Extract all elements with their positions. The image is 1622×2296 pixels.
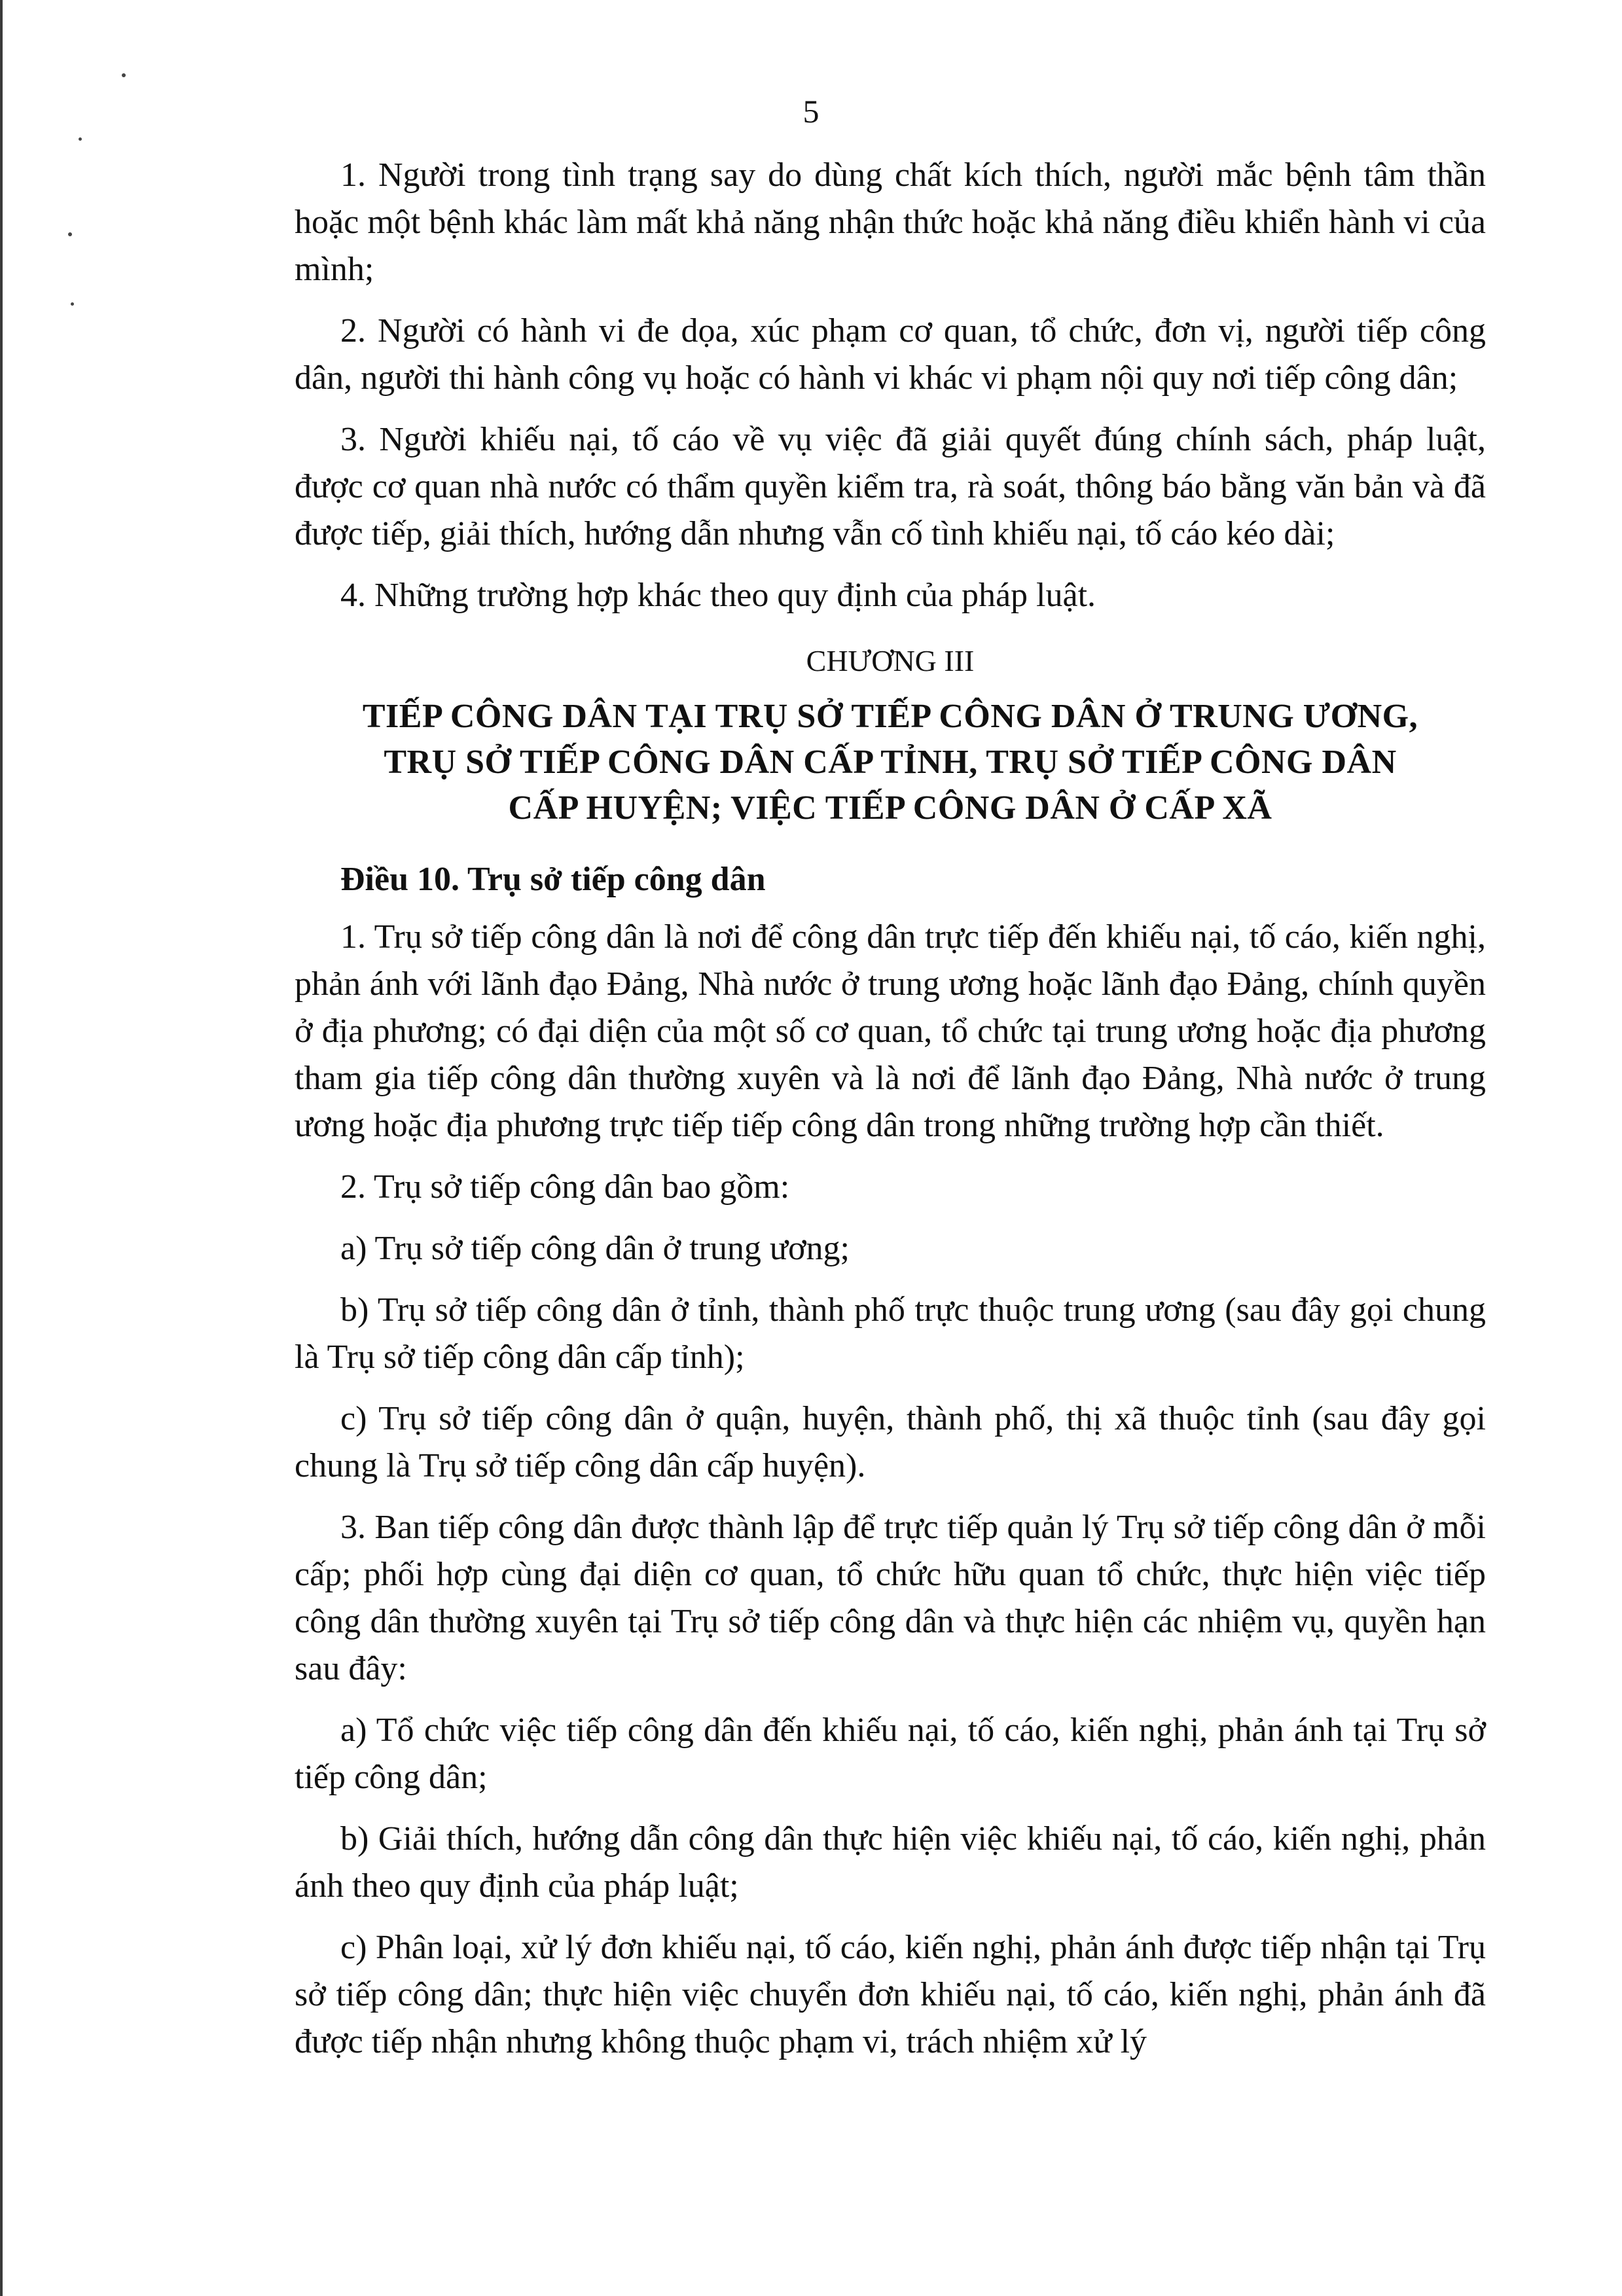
chapter-title-line: TIẾP CÔNG DÂN TẠI TRỤ SỞ TIẾP CÔNG DÂN Ở TRUNG ƯƠNG, [362,698,1418,735]
paragraph: 4. Những trường hợp khác theo quy định của pháp luật. [340,577,1096,614]
article-title: Điều 10. Trụ sở tiếp công dân [340,861,766,898]
scan-speck [79,137,82,141]
chapter-title-line: TRỤ SỞ TIẾP CÔNG DÂN CẤP TỈNH, TRỤ SỞ TIẾP CÔNG DÂN [384,744,1397,781]
paragraph: 2. Người có hành vi đe dọa, xúc phạm cơ quan, tổ chức, đơn vị, người tiếp công dân, người thi hành công vụ hoặc có hành vi khác vi phạm nội quy nơi tiếp công dân; [295,312,1486,397]
paragraph: 1. Người trong tình trạng say do dùng chất kích thích, người mắc bệnh tâm thần hoặc một bệnh khác làm mất khả năng nhận thức hoặc khả năng điều khiển hành vi của mình; [295,156,1486,288]
chapter-title [295,694,1486,831]
document-body [295,152,1486,2080]
paragraph: 3. Người khiếu nại, tố cáo về vụ việc đã giải quyết đúng chính sách, pháp luật, được cơ quan nhà nước có thẩm quyền kiểm tra, rà soát, thông báo bằng văn bản và đã được tiếp, giải thích, hướng dẫn nhưng vẫn cố tình khiếu nại, tố cáo kéo dài; [295,421,1486,552]
paragraph: c) Trụ sở tiếp công dân ở quận, huyện, thành phố, thị xã thuộc tỉnh (sau đây gọi chung là Trụ sở tiếp công dân cấp huyện). [295,1400,1486,1484]
scan-left-edge [0,0,3,2296]
paragraph: a) Trụ sở tiếp công dân ở trung ương; [340,1230,850,1267]
paragraph: c) Phân loại, xử lý đơn khiếu nại, tố cáo, kiến nghị, phản ánh được tiếp nhận tại Trụ sở tiếp công dân; thực hiện việc chuyển đơn khiếu nại, tố cáo, kiến nghị, phản ánh đã được tiếp nhận nhưng không thuộc phạm vi, trách nhiệm xử lý [295,1929,1486,2060]
scan-speck [122,73,126,77]
paragraph: b) Trụ sở tiếp công dân ở tỉnh, thành phố trực thuộc trung ương (sau đây gọi chung là Trụ sở tiếp công dân cấp tỉnh); [295,1291,1486,1376]
paragraph: b) Giải thích, hướng dẫn công dân thực hiện việc khiếu nại, tố cáo, kiến nghị, phản ánh theo quy định của pháp luật; [295,1820,1486,1905]
scan-speck [71,302,74,306]
chapter-title-line: CẤP HUYỆN; VIỆC TIẾP CÔNG DÂN Ở CẤP XÃ [508,789,1272,827]
chapter-label: CHƯƠNG III [806,644,975,677]
paragraph: 3. Ban tiếp công dân được thành lập để trực tiếp quản lý Trụ sở tiếp công dân ở mỗi cấp; phối hợp cùng đại diện cơ quan, tổ chức hữu quan tổ chức, thực hiện việc tiếp công dân thường xuyên tại Trụ sở tiếp công dân và thực hiện các nhiệm vụ, quyền hạn sau đây: [295,1509,1486,1687]
paragraph: a) Tổ chức việc tiếp công dân đến khiếu nại, tố cáo, kiến nghị, phản ánh tại Trụ sở tiếp công dân; [295,1712,1486,1796]
scan-speck [68,232,72,236]
paragraph: 1. Trụ sở tiếp công dân là nơi để công dân trực tiếp đến khiếu nại, tố cáo, kiến nghị, phản ánh với lãnh đạo Đảng, Nhà nước ở trung ương hoặc lãnh đạo Đảng, chính quyền ở địa phương; có đại diện của một số cơ quan, tổ chức tại trung ương hoặc địa phương tham gia tiếp công dân thường xuyên và là nơi để lãnh đạo Đảng, Nhà nước ở trung ương hoặc địa phương trực tiếp tiếp công dân trong những trường hợp cần thiết. [295,918,1486,1144]
page-number: 5 [802,93,820,130]
paragraph: 2. Trụ sở tiếp công dân bao gồm: [340,1168,790,1206]
